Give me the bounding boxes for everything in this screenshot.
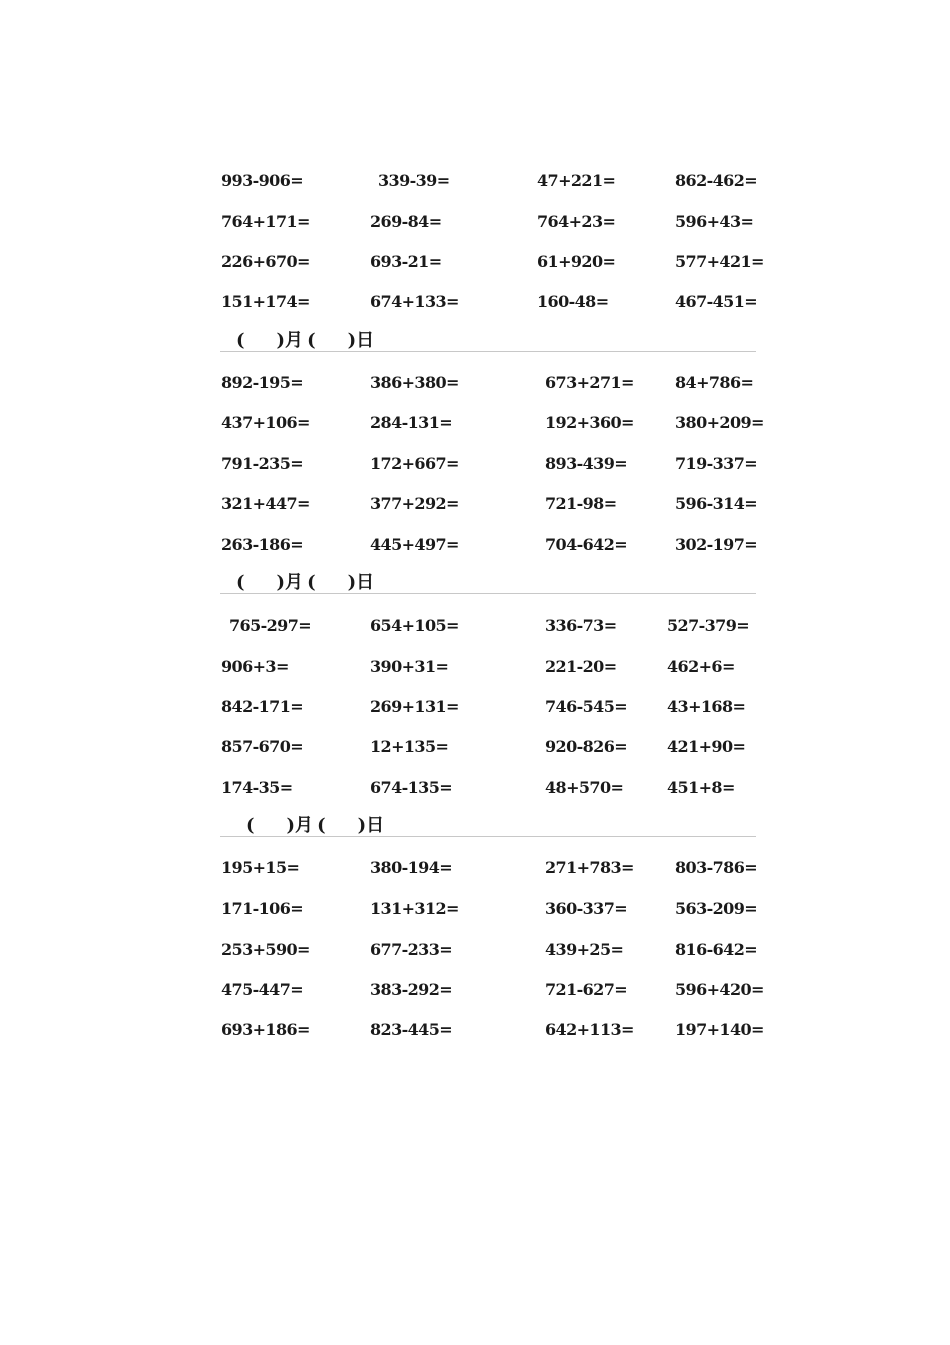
arithmetic-problem: 577+421= <box>675 252 764 271</box>
arithmetic-problem: 842-171= <box>221 697 304 716</box>
problem-row <box>0 210 950 234</box>
problem-row <box>0 411 950 435</box>
arithmetic-problem: 892-195= <box>221 373 304 392</box>
arithmetic-problem: 993-906= <box>221 171 304 190</box>
arithmetic-problem: 380-194= <box>370 858 453 877</box>
arithmetic-problem: 791-235= <box>221 454 304 473</box>
problem-row <box>0 978 950 1002</box>
arithmetic-problem: 746-545= <box>545 697 628 716</box>
arithmetic-problem: 380+209= <box>675 413 764 432</box>
date-header <box>236 329 374 353</box>
arithmetic-problem: 321+447= <box>221 494 310 513</box>
arithmetic-problem: 462+6= <box>667 657 735 676</box>
month-label: )月 <box>276 572 304 593</box>
arithmetic-problem: 721-627= <box>545 980 628 999</box>
arithmetic-problem: 61+920= <box>537 252 616 271</box>
month-label: )月 <box>276 330 304 351</box>
problem-row <box>0 695 950 719</box>
month-label: )月 <box>286 815 314 836</box>
arithmetic-problem: 43+168= <box>667 697 746 716</box>
arithmetic-problem: 383-292= <box>370 980 453 999</box>
arithmetic-problem: 677-233= <box>370 940 453 959</box>
arithmetic-problem: 764+23= <box>537 212 616 231</box>
problem-row <box>0 897 950 921</box>
arithmetic-problem: 857-670= <box>221 737 304 756</box>
arithmetic-problem: 445+497= <box>370 535 459 554</box>
arithmetic-problem: 704-642= <box>545 535 628 554</box>
arithmetic-problem: 823-445= <box>370 1020 453 1039</box>
arithmetic-problem: 816-642= <box>675 940 758 959</box>
arithmetic-problem: 360-337= <box>545 899 628 918</box>
arithmetic-problem: 803-786= <box>675 858 758 877</box>
problem-row <box>0 1018 950 1042</box>
problem-row <box>0 856 950 880</box>
arithmetic-problem: 467-451= <box>675 292 758 311</box>
problem-row <box>0 452 950 476</box>
arithmetic-problem: 673+271= <box>545 373 634 392</box>
problem-row <box>0 371 950 395</box>
arithmetic-problem: 284-131= <box>370 413 453 432</box>
arithmetic-problem: 596+420= <box>675 980 764 999</box>
section-divider <box>220 351 756 352</box>
arithmetic-problem: 226+670= <box>221 252 310 271</box>
arithmetic-problem: 693+186= <box>221 1020 310 1039</box>
arithmetic-problem: 563-209= <box>675 899 758 918</box>
arithmetic-problem: 174-35= <box>221 778 293 797</box>
problem-row <box>0 533 950 557</box>
arithmetic-problem: 192+360= <box>545 413 634 432</box>
arithmetic-problem: 269-84= <box>370 212 442 231</box>
problem-row <box>0 735 950 759</box>
arithmetic-problem: 47+221= <box>537 171 616 190</box>
arithmetic-problem: 269+131= <box>370 697 459 716</box>
arithmetic-problem: 131+312= <box>370 899 459 918</box>
arithmetic-problem: 893-439= <box>545 454 628 473</box>
date-open-paren: ( <box>236 572 245 593</box>
arithmetic-problem: 654+105= <box>370 616 459 635</box>
arithmetic-problem: 302-197= <box>675 535 758 554</box>
problem-row <box>0 290 950 314</box>
arithmetic-problem: 195+15= <box>221 858 300 877</box>
arithmetic-problem: 920-826= <box>545 737 628 756</box>
arithmetic-problem: 377+292= <box>370 494 459 513</box>
section-divider <box>220 593 756 594</box>
arithmetic-problem: 674-135= <box>370 778 453 797</box>
arithmetic-problem: 48+570= <box>545 778 624 797</box>
arithmetic-problem: 721-98= <box>545 494 617 513</box>
date-open-paren: ( <box>246 815 255 836</box>
arithmetic-problem: 253+590= <box>221 940 310 959</box>
day-label: )日 <box>347 572 375 593</box>
arithmetic-problem: 263-186= <box>221 535 304 554</box>
problem-row <box>0 776 950 800</box>
arithmetic-problem: 172+667= <box>370 454 459 473</box>
date-header <box>236 571 374 595</box>
arithmetic-problem: 451+8= <box>667 778 735 797</box>
arithmetic-problem: 674+133= <box>370 292 459 311</box>
arithmetic-problem: 84+786= <box>675 373 754 392</box>
day-label: )日 <box>347 330 375 351</box>
arithmetic-problem: 527-379= <box>667 616 750 635</box>
arithmetic-problem: 596-314= <box>675 494 758 513</box>
arithmetic-problem: 386+380= <box>370 373 459 392</box>
problem-row <box>0 492 950 516</box>
problem-row <box>0 614 950 638</box>
arithmetic-problem: 765-297= <box>229 616 312 635</box>
arithmetic-problem: 151+174= <box>221 292 310 311</box>
date-open-paren: ( <box>236 330 245 351</box>
arithmetic-problem: 336-73= <box>545 616 617 635</box>
arithmetic-problem: 390+31= <box>370 657 449 676</box>
day-label: )日 <box>357 815 385 836</box>
date-open-paren: ( <box>307 330 316 351</box>
problem-row <box>0 169 950 193</box>
arithmetic-problem: 642+113= <box>545 1020 634 1039</box>
arithmetic-problem: 197+140= <box>675 1020 764 1039</box>
arithmetic-problem: 339-39= <box>378 171 450 190</box>
arithmetic-problem: 271+783= <box>545 858 634 877</box>
arithmetic-problem: 693-21= <box>370 252 442 271</box>
arithmetic-problem: 160-48= <box>537 292 609 311</box>
arithmetic-problem: 221-20= <box>545 657 617 676</box>
arithmetic-problem: 12+135= <box>370 737 449 756</box>
date-open-paren: ( <box>317 815 326 836</box>
arithmetic-problem: 764+171= <box>221 212 310 231</box>
date-header <box>246 814 384 838</box>
problem-row <box>0 938 950 962</box>
section-divider <box>220 836 756 837</box>
arithmetic-problem: 719-337= <box>675 454 758 473</box>
problem-row <box>0 250 950 274</box>
arithmetic-problem: 862-462= <box>675 171 758 190</box>
arithmetic-problem: 421+90= <box>667 737 746 756</box>
arithmetic-problem: 171-106= <box>221 899 304 918</box>
date-open-paren: ( <box>307 572 316 593</box>
arithmetic-problem: 906+3= <box>221 657 289 676</box>
arithmetic-problem: 475-447= <box>221 980 304 999</box>
arithmetic-problem: 439+25= <box>545 940 624 959</box>
arithmetic-problem: 596+43= <box>675 212 754 231</box>
arithmetic-problem: 437+106= <box>221 413 310 432</box>
problem-row <box>0 655 950 679</box>
